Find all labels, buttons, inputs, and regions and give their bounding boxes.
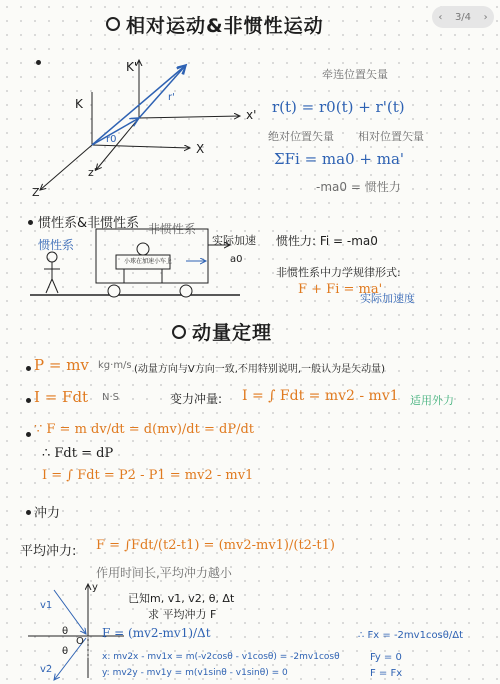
noninertial-frame-label: 非惯性系: [148, 222, 197, 236]
real-acceleration: 实际加速: [212, 234, 256, 247]
inertial-force: 惯性力: Fi = -ma0: [276, 234, 378, 248]
label-axis-k-prime: K': [126, 60, 138, 74]
label-v1: v1: [40, 600, 53, 611]
bullet: [26, 510, 31, 515]
acceleration-a0: a0: [230, 254, 243, 265]
y-component-equation: y: mv2y - mv1y = m(v1sinθ - v1sinθ) = 0: [102, 668, 288, 678]
momentum-unit: kg·m/s: [98, 360, 132, 371]
applies-note: 适用外力: [410, 394, 454, 407]
x-component-equation: x: mv2x - mv1x = m(-v2cosθ - v1cosθ) = -2mv1cosθ: [102, 652, 340, 662]
vector-r-prime: [139, 65, 186, 118]
vector-equation: F = (mv2-mv1)/Δt: [102, 626, 211, 640]
frames-label: 惯性系&非惯性系: [38, 216, 140, 231]
bullet: [36, 60, 41, 65]
label-v2: v2: [40, 664, 53, 675]
label-axis-x: X: [196, 142, 205, 156]
result-fx: ∴ Fx = -2mv1cosθ/Δt: [358, 630, 464, 641]
equation-position: r(t) = r0(t) + r'(t): [272, 98, 405, 116]
derivation-step-2: ∴ Fdt = dP: [42, 446, 114, 461]
section-title-relative-motion: 相对运动&非惯性运动: [126, 15, 324, 37]
label-vector-r-prime: r': [168, 92, 175, 103]
impulse-unit: N·S: [102, 392, 120, 403]
derivation-step-1: ∵ F = m dv/dt = d(mv)/dt = dP/dt: [34, 422, 255, 437]
label-o: O: [76, 636, 84, 647]
time-note: 作用时间长,平均冲力越小: [96, 566, 232, 580]
title-bullet-ring: [106, 17, 120, 31]
variable-impulse-label: 变力冲量:: [170, 392, 223, 406]
note-absolute-position: 绝对位置矢量: [268, 130, 334, 143]
bullet: [26, 366, 31, 371]
impulse-force-label: 冲力: [34, 506, 61, 521]
inertial-frame-label: 惯性系: [38, 238, 75, 252]
find-target: 求 平均冲力 F: [148, 608, 217, 621]
average-force-label: 平均冲力:: [20, 544, 77, 559]
label-theta-2: θ: [62, 646, 69, 657]
label-axis-x-prime: x': [246, 108, 257, 122]
label-y: y: [92, 582, 98, 593]
title-bullet-ring: [172, 325, 186, 339]
label-axis-z: Z: [32, 186, 40, 199]
average-force-equation: F = ∫Fdt/(t2-t1) = (mv2-mv1)/(t2-t1): [96, 538, 335, 553]
cart-label: 小球在加速小车上: [124, 258, 173, 265]
page-number: 3/4: [454, 11, 472, 23]
known-values: 已知m, v1, v2, θ, Δt: [128, 592, 235, 605]
result-f: F = Fx: [370, 668, 403, 679]
page-indicator[interactable]: [432, 6, 494, 28]
momentum-definition: P = mv: [34, 356, 89, 374]
derivation-step-3: I = ∫ Fdt = P2 - P1 = mv2 - mv1: [42, 468, 254, 483]
label-axis-k: K: [75, 97, 83, 111]
momentum-note: (动量方向与V方向一致,不用特别说明,一般认为是矢动量): [134, 364, 386, 375]
label-axis-z-prime: z': [88, 166, 97, 179]
axis-x-prime: [139, 116, 240, 118]
axis-z: [40, 145, 92, 190]
axis-x: [92, 145, 190, 148]
prev-page-icon[interactable]: ‹: [438, 11, 443, 23]
equation-force: ΣFi = ma0 + ma': [274, 150, 405, 168]
label-vector-r0: r0: [106, 134, 117, 145]
note-relative-position: 相对位置矢量: [358, 130, 424, 143]
equation-inertial: -ma0 = 惯性力: [316, 180, 401, 194]
next-page-icon[interactable]: ›: [483, 11, 488, 23]
axis-z-prime: [96, 118, 139, 170]
newton-equation: F + Fi = ma': [298, 282, 383, 297]
impulse-definition: I = Fdt: [34, 388, 89, 406]
result-fy: Fy = 0: [370, 652, 402, 663]
newton-form-note: 非惯性系中力学规律形式:: [276, 266, 401, 279]
bullet: [26, 432, 31, 437]
note-moving-position: 牵连位置矢量: [322, 68, 388, 81]
variable-impulse-equation: I = ∫ Fdt = mv2 - mv1: [242, 388, 399, 404]
label-theta-1: θ: [62, 626, 69, 637]
section-title-momentum: 动量定理: [192, 322, 273, 344]
bullet: [26, 398, 31, 403]
relative-acceleration-note: 实际加速度: [360, 292, 415, 305]
